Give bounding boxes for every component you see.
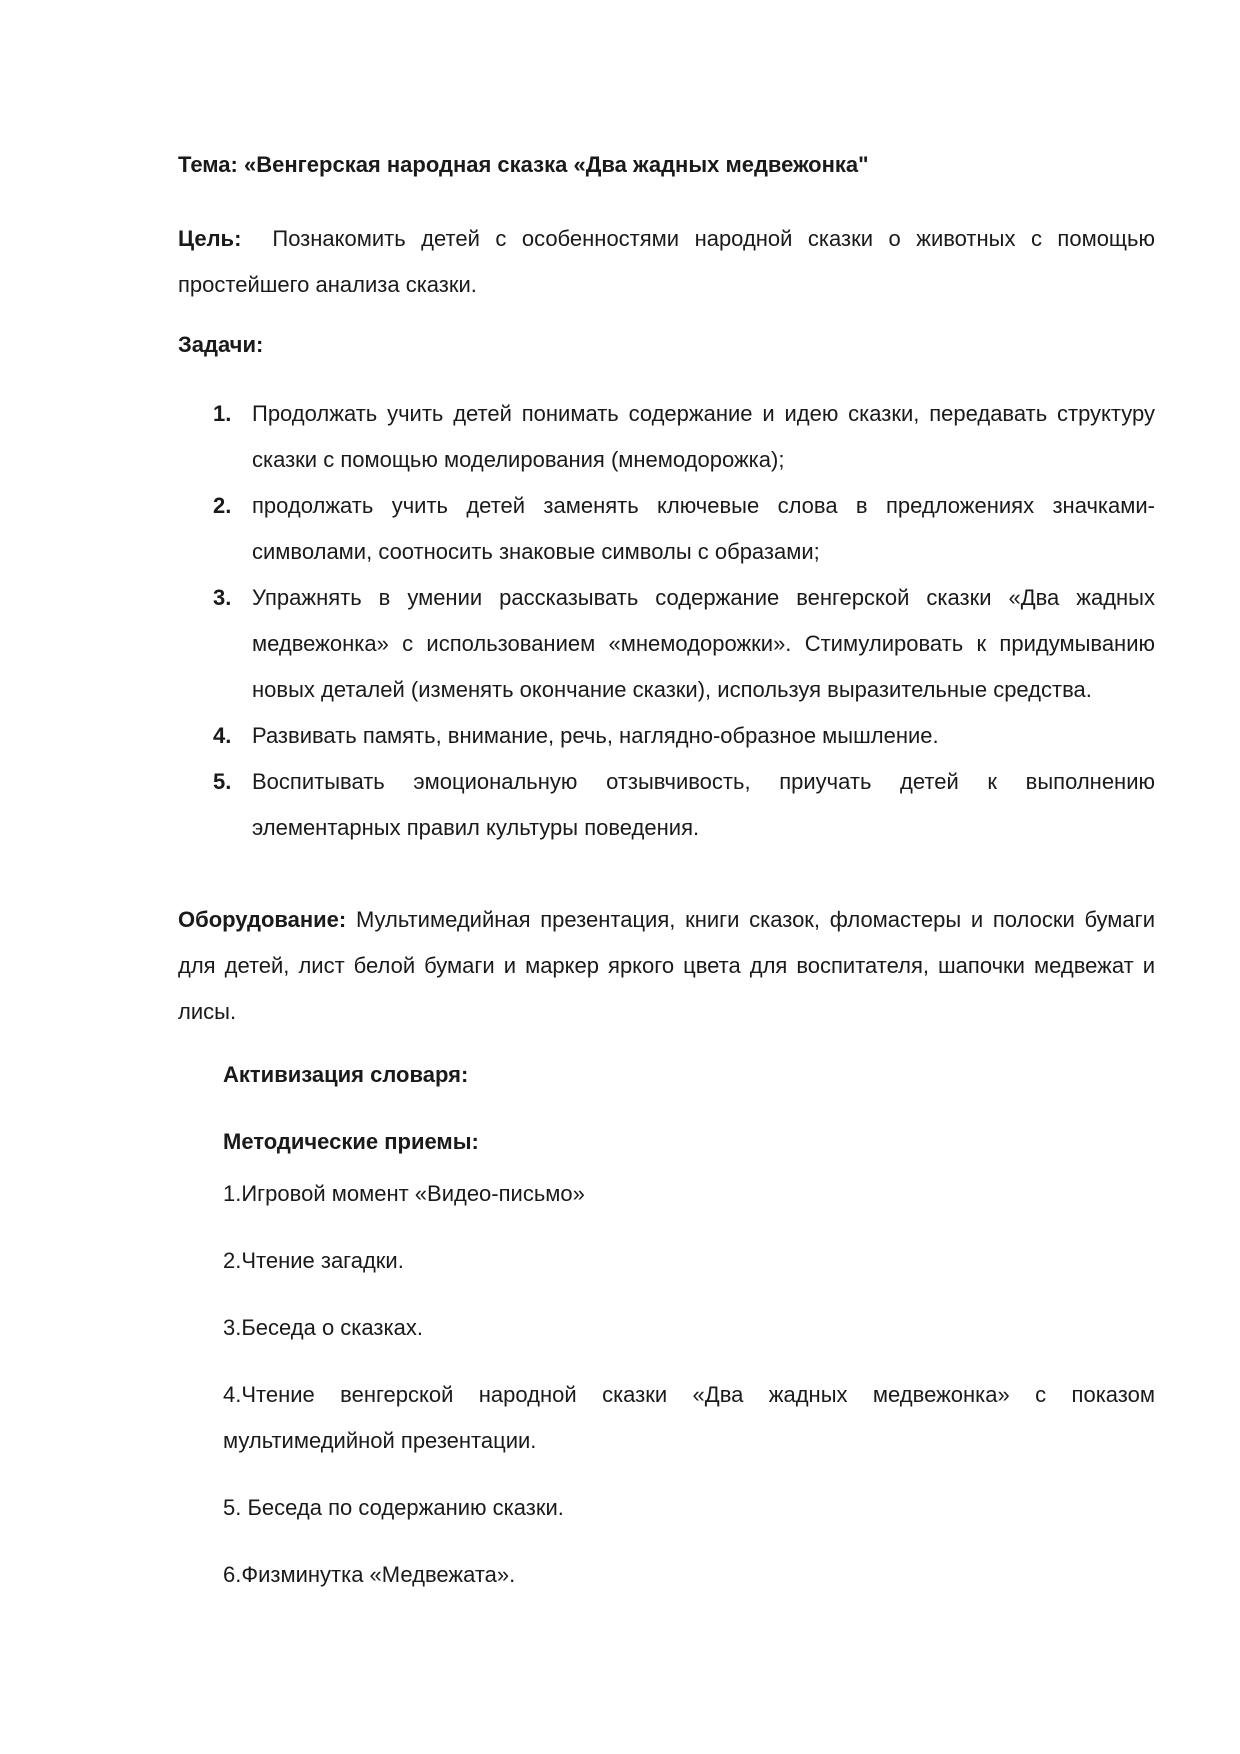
method-item: 5. Беседа по содержанию сказки. [223, 1495, 564, 1520]
equipment-label: Оборудование: [178, 907, 347, 932]
goal-label: Цель: [178, 226, 242, 251]
task-text: Воспитывать эмоциональную отзывчивость, приучать детей к выполнению элементарных правил культуры поведения. [252, 769, 1155, 840]
task-item [178, 713, 1155, 759]
method-item: 2.Чтение загадки. [223, 1248, 404, 1273]
topic-label: Тема: [178, 152, 238, 177]
goal [178, 216, 1155, 308]
task-number: 5. [213, 769, 232, 794]
task-text: Продолжать учить детей понимать содержание и идею сказки, передавать структуру сказки с помощью моделирования (мнемодорожка); [252, 401, 1155, 472]
methods-heading: Методические приемы: [223, 1129, 479, 1154]
equipment [178, 897, 1155, 1035]
task-number: 1. [213, 401, 232, 426]
method-item: 3.Беседа о сказках. [223, 1315, 423, 1340]
method-item: 1.Игровой момент «Видео-письмо» [223, 1181, 585, 1206]
task-item [178, 759, 1155, 851]
equipment-text: Мультимедийная презентация, книги сказок, фломастеры и полоски бумаги для детей, лист белой бумаги и маркер яркого цвета для воспитателя, шапочки медвежат и лисы. [178, 907, 1155, 1024]
task-text: Развивать память, внимание, речь, наглядно-образное мышление. [252, 723, 939, 748]
method-item: 6.Физминутка «Медвежата». [223, 1562, 516, 1587]
topic [178, 150, 1178, 180]
task-text: Упражнять в умении рассказывать содержание венгерской сказки «Два жадных медвежонка» с использованием «мнемодорожки». Стимулировать к придумыванию новых деталей (изменять окончание сказки), используя выразительные средства. [252, 585, 1155, 702]
topic-text: «Венгерская народная сказка «Два жадных медвежонка" [243, 152, 869, 177]
task-number: 2. [213, 493, 232, 518]
tasks-list [178, 391, 1155, 851]
method-item: 4.Чтение венгерской народной сказки «Два жадных медвежонка» с показом мультимедийной презентации. [223, 1382, 1155, 1453]
task-item [178, 483, 1155, 575]
task-number: 4. [213, 723, 232, 748]
methods-list [223, 1171, 1155, 1598]
task-text: продолжать учить детей заменять ключевые слова в предложениях значками-символами, соотносить знаковые символы с образами; [252, 493, 1155, 564]
task-number: 3. [213, 585, 232, 610]
vocabulary-heading: Активизация словаря: [223, 1062, 469, 1087]
goal-text: Познакомить детей с особенностями народной сказки о животных с помощью простейшего анализа сказки. [178, 226, 1155, 297]
tasks-heading: Задачи: [178, 332, 264, 357]
task-item [178, 575, 1155, 713]
task-item [178, 391, 1155, 483]
